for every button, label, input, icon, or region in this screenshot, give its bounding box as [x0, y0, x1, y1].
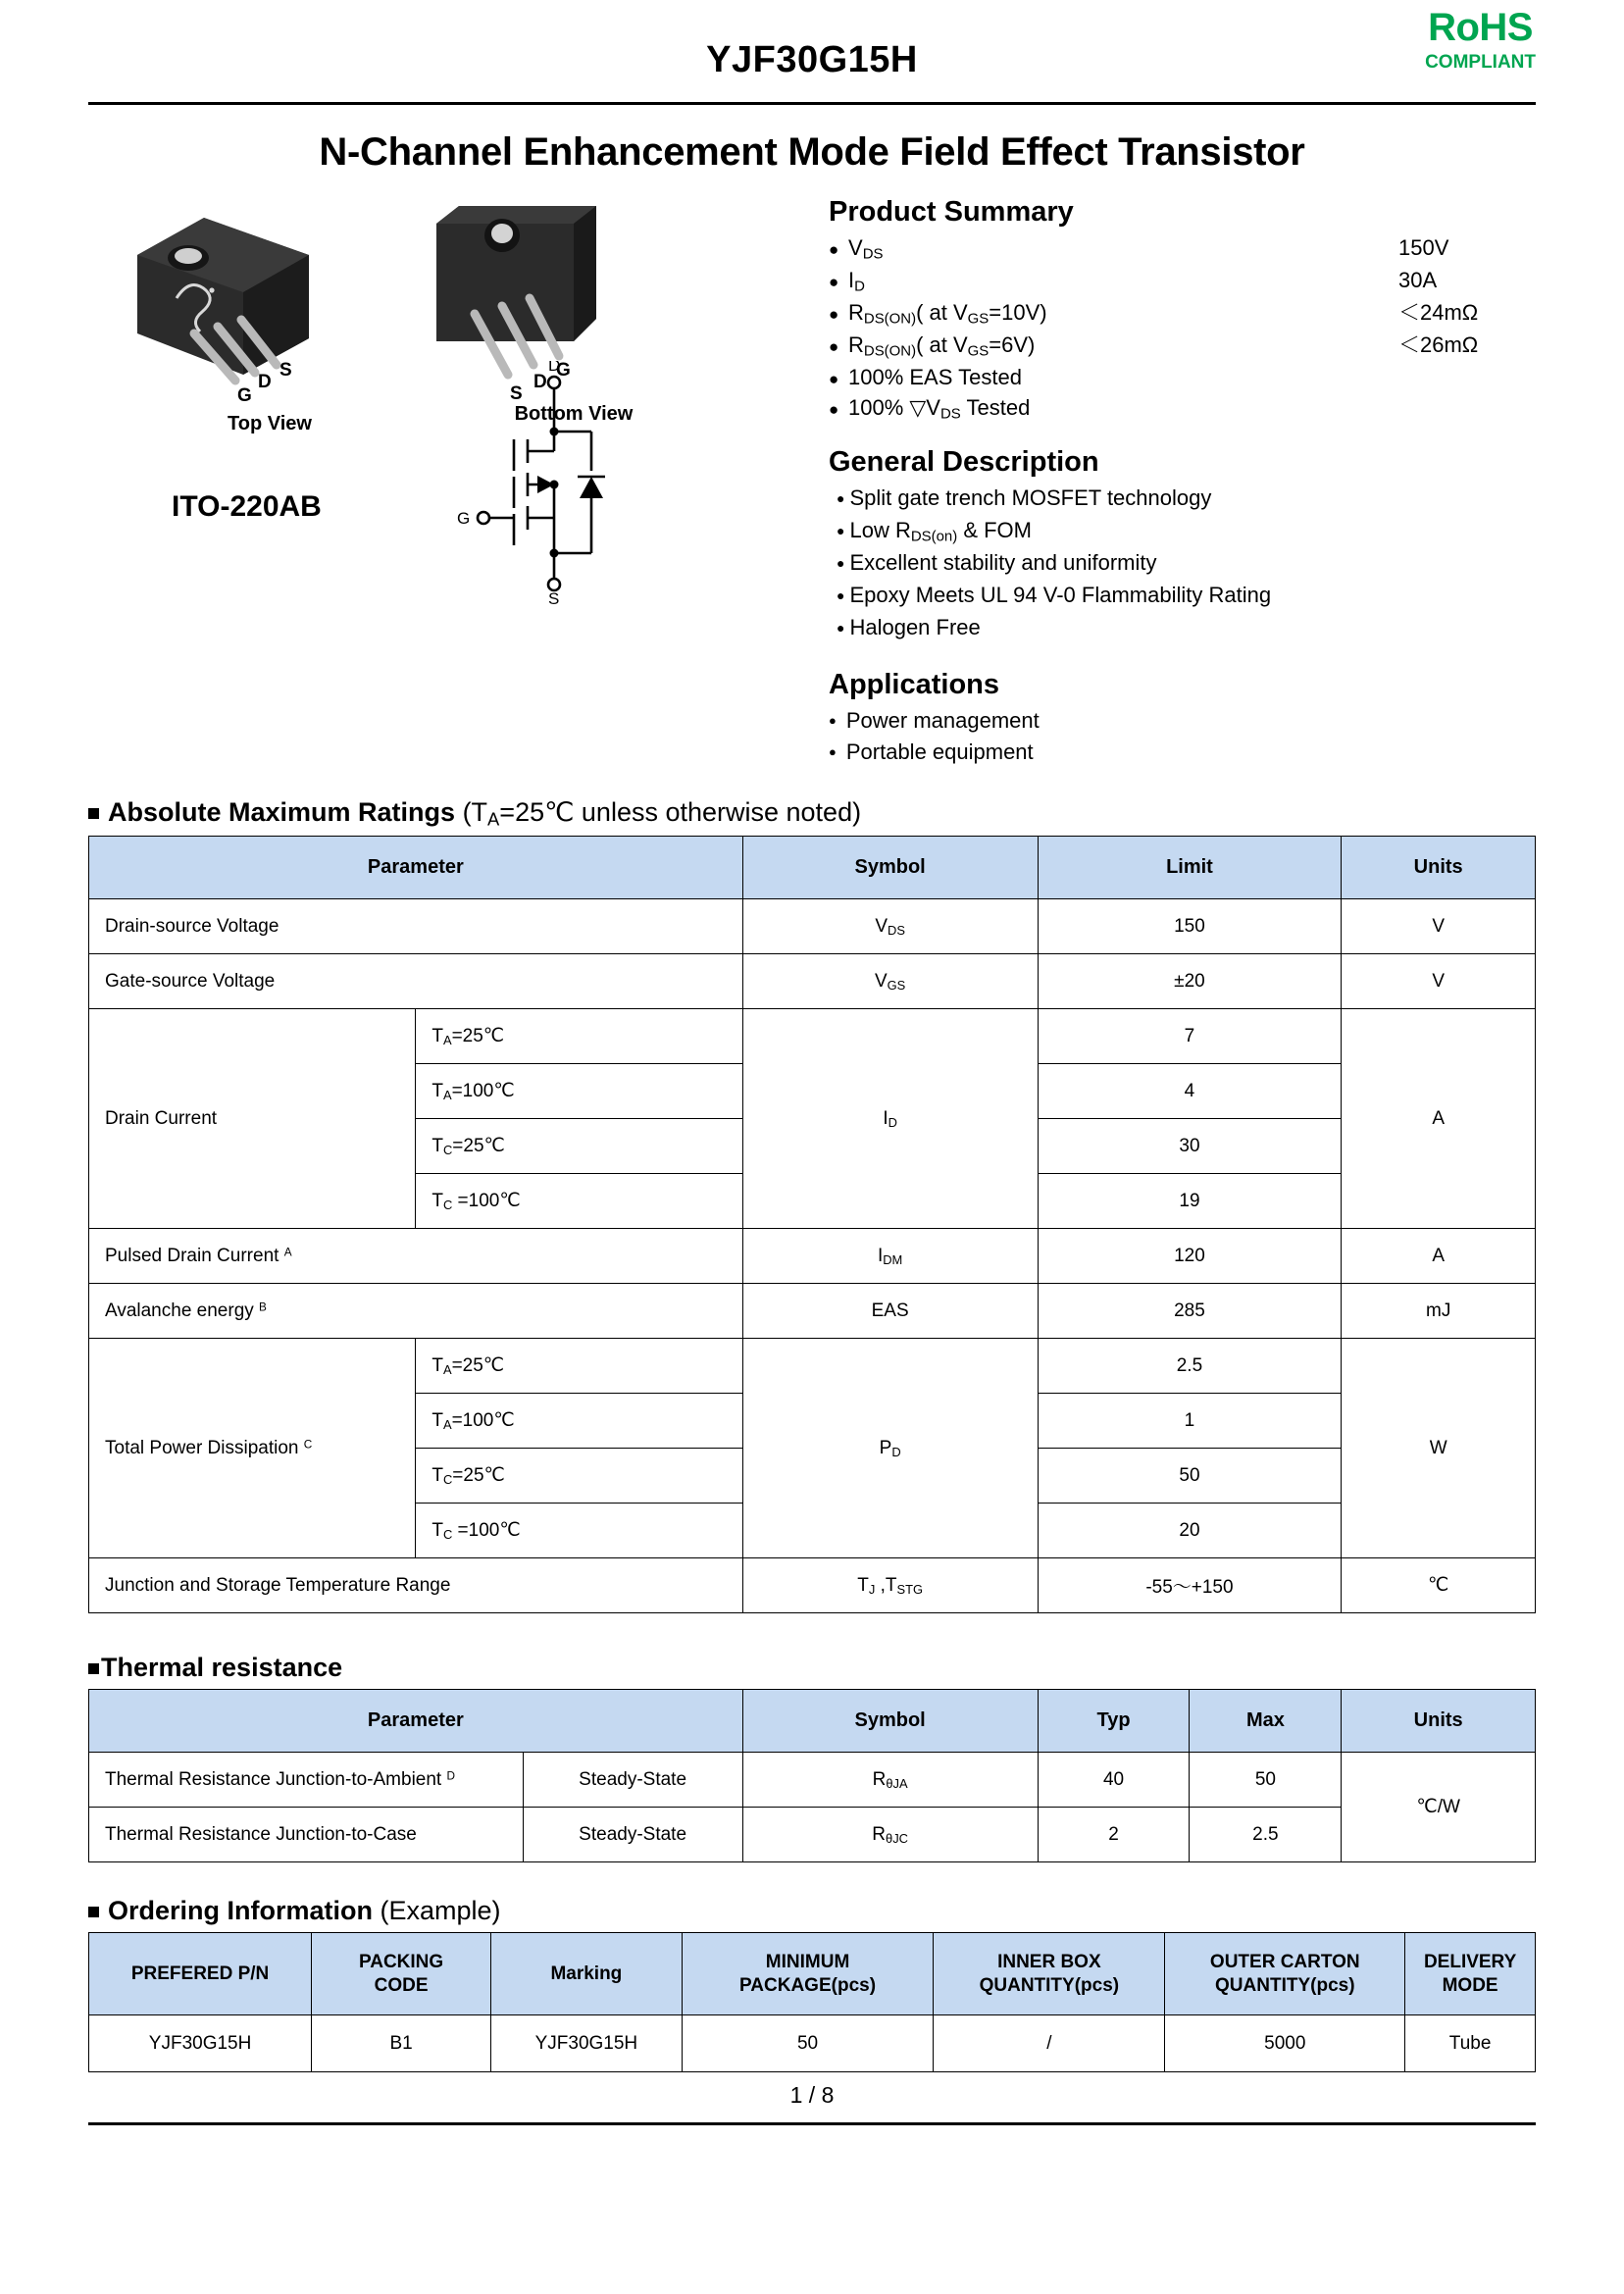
limit-cell: -55～+150 — [1038, 1558, 1342, 1613]
symbol-cell: $T_J$ $,T_{STG}$ — [742, 1558, 1038, 1613]
table-row — [89, 1558, 1536, 1613]
top-view-pin-d: D — [258, 372, 272, 392]
limit-cell: 19 — [1038, 1174, 1342, 1229]
column-header: INNER BOX QUANTITY(pcs) — [934, 1933, 1165, 2015]
to220f-top-view-icon — [127, 196, 412, 392]
bullet-icon: ● — [829, 240, 839, 259]
ordering-information-title — [88, 1896, 1536, 1926]
parameter-cell: Total Power Dissipation $^C$ — [89, 1339, 416, 1558]
rohs-badge — [1425, 8, 1536, 72]
parameter-cell: Junction and Storage Temperature Range — [89, 1558, 743, 1613]
units-cell: A — [1342, 1009, 1536, 1229]
limit-cell: 4 — [1038, 1064, 1342, 1119]
bottom-view-pin-d: D — [533, 372, 547, 392]
product-summary-list — [829, 232, 1536, 425]
limit-cell: 2.5 — [1038, 1339, 1342, 1394]
column-header: Units — [1342, 1690, 1536, 1753]
parameter-cell: Drain-source Voltage — [89, 899, 743, 954]
applications-list — [829, 705, 1536, 768]
column-header: Symbol — [742, 837, 1038, 899]
header-divider — [88, 102, 1536, 105]
limit-cell: ±20 — [1038, 954, 1342, 1009]
product-summary-label: $R_{DS(ON)}$( at $V_{GS}=10V$) — [848, 299, 1047, 328]
application-item: ● Portable equipment — [829, 737, 1536, 768]
schematic-label-d: D — [548, 361, 561, 375]
units-cell: V — [1342, 899, 1536, 954]
table-row — [89, 954, 1536, 1009]
product-summary-heading: Product Summary — [829, 196, 1074, 228]
symbol-cell: $V_{GS}$ — [742, 954, 1038, 1009]
limit-cell: 20 — [1038, 1504, 1342, 1558]
parameter-cell: Avalanche energy $^B$ — [89, 1284, 743, 1339]
table-header-row — [89, 837, 1536, 899]
product-summary-item — [829, 330, 1536, 362]
delivery-mode-cell: Tube — [1405, 2015, 1536, 2072]
general-description-list — [829, 483, 1536, 643]
parameter-cell: Thermal Resistance Junction-to-Ambient $^D$ — [89, 1753, 524, 1808]
n-channel-mosfet-icon — [451, 361, 677, 606]
condition-cell: $T_C=25℃$ — [416, 1119, 742, 1174]
general-description-item: ● Split gate trench MOSFET technology — [837, 483, 1536, 515]
thermal-resistance-title — [88, 1653, 1536, 1683]
page-title: N-Channel Enhancement Mode Field Effect Transistor — [319, 130, 1305, 174]
mosfet-schematic-symbol — [451, 361, 677, 611]
bullet-icon: ● — [829, 369, 839, 388]
rohs-compliant-label: COMPLIANT — [1425, 52, 1536, 73]
product-summary-value: 30A — [1398, 267, 1438, 292]
symbol-cell: $I_{DM}$ — [742, 1229, 1038, 1284]
symbol-cell: EAS — [742, 1284, 1038, 1339]
bullet-icon: ● — [829, 304, 839, 324]
product-summary-item — [829, 297, 1536, 330]
bullet-square-icon — [88, 1663, 99, 1674]
ordering-title-normal: (Example) — [380, 1896, 501, 1926]
symbol-cell: $R_{\theta JA}$ — [742, 1753, 1038, 1808]
condition-cell: $T_A=100℃$ — [416, 1064, 742, 1119]
column-header: PACKING CODE — [312, 1933, 491, 2015]
ordering-title-bold: Ordering Information — [108, 1896, 373, 1926]
parameter-cell: Drain Current — [89, 1009, 416, 1229]
packing-code-cell: B1 — [312, 2015, 491, 2072]
symbol-cell: $I_D$ — [742, 1009, 1038, 1229]
column-header: Typ — [1038, 1690, 1190, 1753]
top-view-package — [127, 196, 412, 435]
product-summary-value: ＜26mΩ — [1398, 331, 1479, 357]
bottom-view-pin-s: S — [510, 383, 523, 404]
max-cell: 2.5 — [1190, 1808, 1342, 1862]
column-header: PREFERED P/N — [89, 1933, 312, 2015]
ordering-information-table — [88, 1932, 1536, 2072]
symbol-cell: $P_D$ — [742, 1339, 1038, 1558]
column-header: Symbol — [742, 1690, 1038, 1753]
table-row — [89, 1808, 1536, 1862]
part-number: YJF30G15H — [706, 39, 918, 80]
footer-divider — [88, 2122, 1536, 2125]
limit-cell: 7 — [1038, 1009, 1342, 1064]
symbol-cell: $V_{DS}$ — [742, 899, 1038, 954]
applications-heading: Applications — [829, 669, 1000, 701]
marking-cell: YJF30G15H — [491, 2015, 683, 2072]
symbol-cell: $R_{\theta JC}$ — [742, 1808, 1038, 1862]
condition-cell: $T_C$ =100℃ — [416, 1504, 742, 1558]
limit-cell: 50 — [1038, 1449, 1342, 1504]
condition-cell: $T_A=25℃$ — [416, 1339, 742, 1394]
table-row — [89, 1284, 1536, 1339]
table-row — [89, 899, 1536, 954]
column-header: MINIMUM PACKAGE(pcs) — [682, 1933, 934, 2015]
schematic-label-g: G — [457, 509, 471, 528]
column-header: Parameter — [89, 1690, 743, 1753]
general-description-item: ● Epoxy Meets UL 94 V-0 Flammability Rating — [837, 580, 1536, 612]
product-summary-item — [829, 362, 1536, 392]
general-description-item: ● Halogen Free — [837, 612, 1536, 644]
units-cell: mJ — [1342, 1284, 1536, 1339]
outer-carton-quantity-cell: 5000 — [1165, 2015, 1405, 2072]
units-cell: ℃/W — [1342, 1753, 1536, 1862]
amr-title-condition: ($T_A=25℃$ unless otherwise noted) — [462, 796, 862, 830]
application-item: ● Power management — [829, 705, 1536, 737]
typ-cell: 40 — [1038, 1753, 1190, 1808]
product-summary-label: $I_D$ — [848, 267, 865, 295]
units-cell: ℃ — [1342, 1558, 1536, 1613]
thermal-title-text: Thermal resistance — [101, 1653, 343, 1683]
schematic-label-s: S — [548, 589, 560, 606]
table-row — [89, 1339, 1536, 1394]
product-summary-label: $V_{DS}$ — [848, 235, 884, 263]
column-header: Parameter — [89, 837, 743, 899]
absolute-maximum-ratings-title — [88, 797, 1536, 831]
condition-cell: $T_A=100℃$ — [416, 1394, 742, 1449]
column-header: DELIVERY MODE — [1405, 1933, 1536, 2015]
bullet-icon: ● — [829, 336, 839, 356]
table-header-row — [89, 1933, 1536, 2015]
limit-cell: 1 — [1038, 1394, 1342, 1449]
condition-cell: $T_C$ =100℃ — [416, 1174, 742, 1229]
product-summary-item — [829, 392, 1536, 425]
top-section — [88, 196, 1536, 768]
thermal-resistance-section — [88, 1653, 1536, 1862]
minimum-package-cell: 50 — [682, 2015, 934, 2072]
condition-cell: Steady-State — [523, 1753, 742, 1808]
table-row — [89, 1753, 1536, 1808]
typ-cell: 2 — [1038, 1808, 1190, 1862]
product-summary-label: 100% EAS Tested — [848, 364, 1022, 389]
column-header: OUTER CARTON QUANTITY(pcs) — [1165, 1933, 1405, 2015]
top-view-pin-g: G — [237, 385, 252, 406]
product-summary-label: 100% $▽V_{DS}$ Tested — [848, 395, 1031, 423]
table-row — [89, 1009, 1536, 1064]
bullet-icon: ● — [829, 400, 839, 420]
specs-column — [819, 196, 1536, 768]
limit-cell: 150 — [1038, 899, 1342, 954]
package-illustrations — [88, 196, 819, 768]
absolute-maximum-ratings-section — [88, 797, 1536, 1614]
thermal-resistance-table — [88, 1689, 1536, 1862]
product-summary-item — [829, 232, 1536, 265]
bullet-icon: ● — [829, 272, 839, 291]
units-cell: V — [1342, 954, 1536, 1009]
condition-cell: $T_C=25℃$ — [416, 1449, 742, 1504]
general-description-heading: General Description — [829, 446, 1099, 478]
general-description-item: ● Low $R_{DS(on)}$ & FOM — [837, 515, 1536, 548]
table-header-row — [89, 1690, 1536, 1753]
condition-cell: Steady-State — [523, 1808, 742, 1862]
bullet-square-icon — [88, 808, 99, 819]
rohs-label: RoHS — [1428, 6, 1533, 49]
package-name: ITO-220AB — [172, 490, 322, 523]
limit-cell: 285 — [1038, 1284, 1342, 1339]
limit-cell: 120 — [1038, 1229, 1342, 1284]
product-summary-item — [829, 265, 1536, 297]
column-header: Limit — [1038, 837, 1342, 899]
product-summary-value: ＜24mΩ — [1398, 299, 1479, 325]
bottom-view-pin-g: G — [556, 360, 571, 381]
product-summary-label: $R_{DS(ON)}$( at $V_{GS}=6V$) — [848, 331, 1036, 360]
bullet-square-icon — [88, 1907, 99, 1917]
absolute-maximum-ratings-table — [88, 836, 1536, 1613]
limit-cell: 30 — [1038, 1119, 1342, 1174]
ordering-information-section — [88, 1896, 1536, 2072]
parameter-cell: Gate-source Voltage — [89, 954, 743, 1009]
table-row — [89, 2015, 1536, 2072]
page-number: 1 / 8 — [789, 2082, 835, 2109]
product-summary-value: 150V — [1398, 235, 1449, 260]
units-cell: A — [1342, 1229, 1536, 1284]
condition-cell: $T_A=25℃$ — [416, 1009, 742, 1064]
parameter-cell: Thermal Resistance Junction-to-Case — [89, 1808, 524, 1862]
preferred-pn-cell: YJF30G15H — [89, 2015, 312, 2072]
inner-box-quantity-cell: / — [934, 2015, 1165, 2072]
top-view-pin-s: S — [279, 360, 292, 381]
max-cell: 50 — [1190, 1753, 1342, 1808]
column-header: Marking — [491, 1933, 683, 2015]
top-view-label: Top View — [228, 413, 312, 434]
table-row — [89, 1229, 1536, 1284]
page-header — [88, 0, 1536, 98]
parameter-cell: Pulsed Drain Current $^A$ — [89, 1229, 743, 1284]
bottom-view-label: Bottom View — [514, 403, 634, 425]
general-description-item: ● Excellent stability and uniformity — [837, 547, 1536, 580]
amr-title-bold: Absolute Maximum Ratings — [108, 796, 456, 827]
column-header: Units — [1342, 837, 1536, 899]
units-cell: W — [1342, 1339, 1536, 1558]
column-header: Max — [1190, 1690, 1342, 1753]
